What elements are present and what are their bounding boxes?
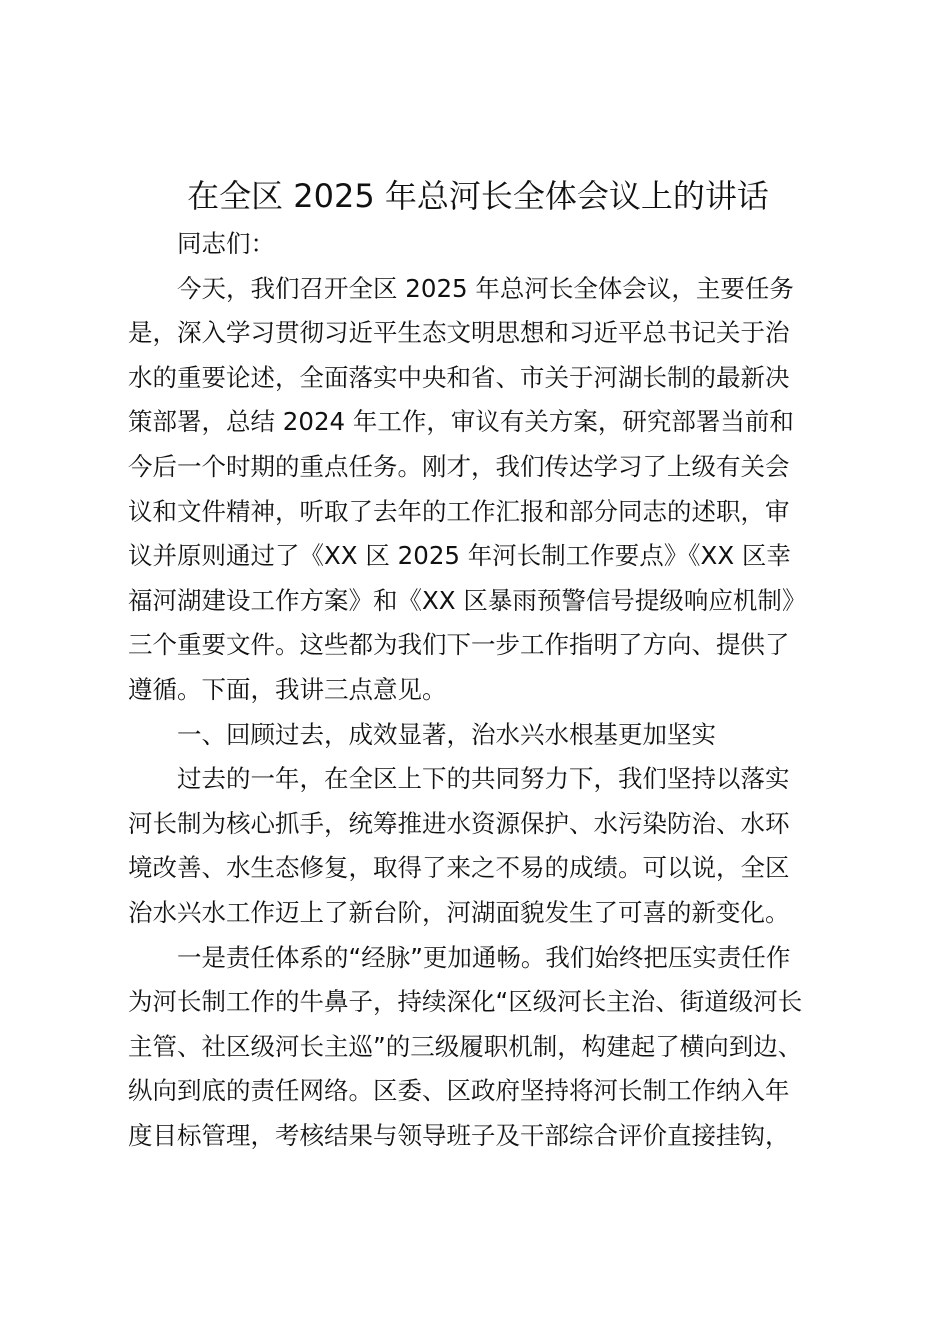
text-line: 策部署，总结 2024 年工作，审议有关方案，研究部署当前和 bbox=[128, 407, 794, 437]
text-line: 议并原则通过了《XX 区 2025 年河长制工作要点》《XX 区幸 bbox=[128, 541, 791, 571]
text-line: 治水兴水工作迈上了新台阶，河湖面貌发生了可喜的新变化。 bbox=[128, 897, 790, 927]
document-title: 在全区 2025 年总河长全体会议上的讲话 bbox=[187, 177, 769, 215]
text-line: 水的重要论述，全面落实中央和省、市关于河湖长制的最新决 bbox=[128, 362, 790, 392]
document-body bbox=[128, 222, 828, 1158]
text-line: 纵向到底的责任网络。区委、区政府坚持将河长制工作纳入年 bbox=[128, 1076, 790, 1106]
text-line: 是，深入学习贯彻习近平生态文明思想和习近平总书记关于治 bbox=[128, 318, 790, 348]
text-line: 遵循。下面，我讲三点意见。 bbox=[128, 674, 447, 704]
text-line: 主管、社区级河长主巡”的三级履职机制，构建起了横向到边、 bbox=[128, 1031, 803, 1061]
text-line: 度目标管理，考核结果与领导班子及干部综合评价直接挂钩， bbox=[128, 1120, 790, 1150]
text-line: 今天，我们召开全区 2025 年总河长全体会议，主要任务 bbox=[128, 273, 794, 303]
text-line: 境改善、水生态修复，取得了来之不易的成绩。可以说，全区 bbox=[128, 853, 790, 883]
text-line: 河长制为核心抓手，统筹推进水资源保护、水污染防治、水环 bbox=[128, 808, 790, 838]
text-line: 一是责任体系的“经脉”更加通畅。我们始终把压实责任作 bbox=[128, 942, 791, 972]
text-line: 同志们： bbox=[128, 229, 275, 258]
section-heading: 一、回顾过去，成效显著，治水兴水根基更加坚实 bbox=[128, 719, 716, 749]
text-line: 今后一个时期的重点任务。刚才，我们传达学习了上级有关会 bbox=[128, 451, 790, 481]
text-line: 议和文件精神，听取了去年的工作汇报和部分同志的述职，审 bbox=[128, 496, 790, 526]
text-line: 为河长制工作的牛鼻子，持续深化“区级河长主治、街道级河长 bbox=[128, 987, 803, 1017]
text-line: 三个重要文件。这些都为我们下一步工作指明了方向、提供了 bbox=[128, 630, 790, 660]
text-line: 过去的一年，在全区上下的共同努力下，我们坚持以落实 bbox=[128, 764, 790, 794]
text-line: 福河湖建设工作方案》和《XX 区暴雨预警信号提级响应机制》 bbox=[128, 585, 807, 615]
